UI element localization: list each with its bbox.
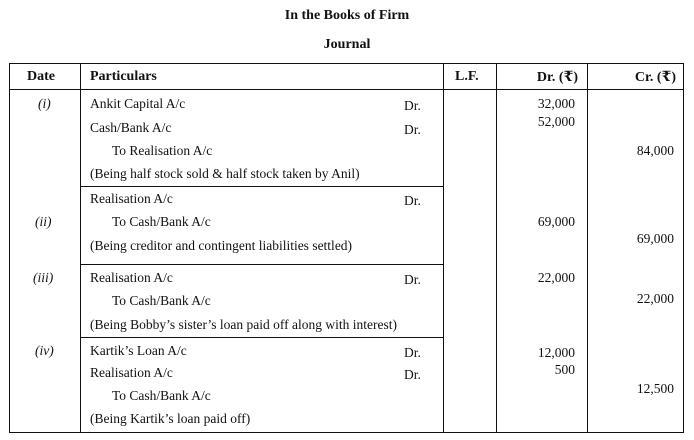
narration: (Being Bobby’s sister’s loan paid off along with interest): [90, 317, 397, 332]
dr-mark: Dr.: [404, 122, 421, 137]
entry-divider-1: [80, 186, 443, 187]
dr-mark: Dr.: [404, 272, 421, 287]
entry-date: (iv): [35, 343, 54, 358]
entry-date: (i): [38, 96, 51, 111]
header-cr: Cr. (₹): [634, 70, 676, 85]
dr-mark: Dr.: [404, 98, 421, 113]
header-lf: L.F.: [455, 69, 479, 84]
dr-amount: 12,000: [537, 345, 575, 360]
account-line: To Cash/Bank A/c: [112, 293, 211, 308]
account-line: Realisation A/c: [90, 365, 173, 380]
dr-amount: 500: [554, 362, 575, 377]
dr-amount: 69,000: [537, 214, 575, 229]
dr-mark: Dr.: [404, 345, 421, 360]
entry-divider-3: [80, 337, 443, 338]
dr-mark: Dr.: [404, 367, 421, 382]
col-divider-dr: [587, 64, 588, 432]
page-title: In the Books of Firm: [284, 8, 410, 23]
entry-date: (ii): [35, 214, 52, 229]
account-line: Realisation A/c: [90, 270, 173, 285]
account-line: To Cash/Bank A/c: [112, 214, 211, 229]
header-particulars: Particulars: [90, 69, 157, 84]
account-line: Realisation A/c: [90, 191, 173, 206]
narration: (Being creditor and contingent liabilities settled): [90, 238, 353, 253]
header-date: Date: [27, 69, 55, 84]
cr-amount: 69,000: [636, 231, 674, 246]
dr-mark: Dr.: [404, 193, 421, 208]
cr-amount: 22,000: [636, 291, 674, 306]
dr-amount: 22,000: [537, 270, 575, 285]
account-line: To Cash/Bank A/c: [112, 388, 211, 403]
dr-amount: 52,000: [537, 114, 575, 129]
journal-table: [9, 63, 684, 433]
page-subtitle: Journal: [323, 37, 371, 52]
dr-amount: 32,000: [537, 96, 575, 111]
narration: (Being Kartik’s loan paid off): [90, 411, 251, 426]
col-divider-particulars: [443, 64, 444, 432]
header-dr: Dr. (₹): [536, 70, 578, 85]
col-divider-lf: [496, 64, 497, 432]
cr-amount: 84,000: [636, 143, 674, 158]
account-line: To Realisation A/c: [112, 143, 213, 158]
entry-date: (iii): [33, 270, 54, 285]
col-divider-date: [80, 64, 81, 432]
account-line: Kartik’s Loan A/c: [90, 343, 187, 358]
entry-divider-2: [80, 264, 443, 265]
narration: (Being half stock sold & half stock taken by Anil): [90, 166, 360, 181]
account-line: Ankit Capital A/c: [90, 96, 186, 111]
account-line: Cash/Bank A/c: [90, 120, 172, 135]
header-divider: [10, 89, 683, 90]
cr-amount: 12,500: [636, 381, 674, 396]
